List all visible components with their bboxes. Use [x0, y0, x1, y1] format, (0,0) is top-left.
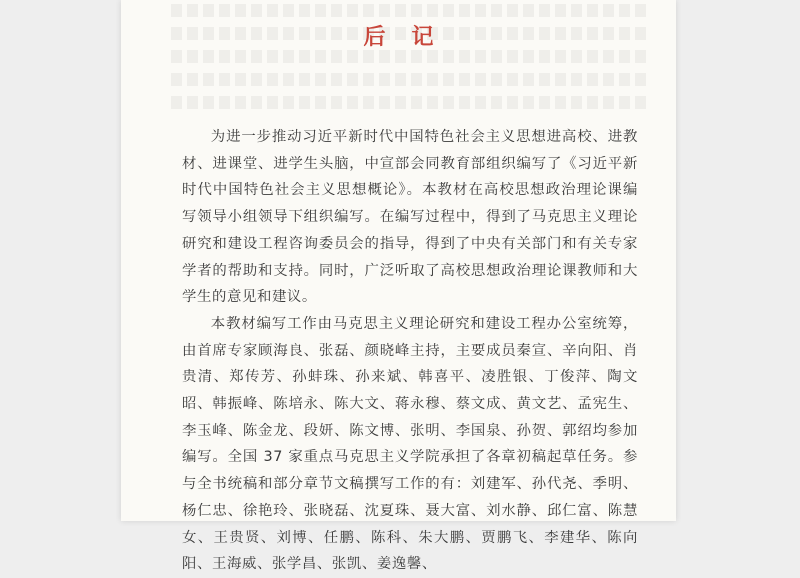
paragraph: 为进一步推动习近平新时代中国特色社会主义思想进高校、进教材、进课堂、进学生头脑，中宣部会同教育部组织编写了《习近平新时代中国特色社会主义思想概论》。本教材在高校思想政治理论课编写领导小组领导下组织编写。在编写过程中，得到了马克思主义理论研究和建设工程咨询委员会的指导，得到了中央有关部门和有关专家学者的帮助和支持。同时，广泛听取了高校思想政治理论课教师和大学生的意见和建议。 — [182, 129, 638, 306]
paragraph: 本教材编写工作由马克思主义理论研究和建设工程办公室统筹，由首席专家顾海良、张磊、颜晓峰主持，主要成员秦宣、辛向阳、肖贵清、郑传芳、孙蚌珠、孙来斌、韩喜平、凌胜银、丁俊萍、陶文昭、韩振峰、陈培永、陈大文、蒋永穆、蔡文成、黄文艺、孟宪生、李玉峰、陈金龙、段妍、陈文博、张明、李国泉、孙贺、郭绍均参加编写。全国 37 家重点马克思主义学院承担了各章初稿起草任务。参与全书统稿和部分章节文稿撰写工作的有：刘建军、孙代尧、季明、杨仁忠、徐艳玲、张晓磊、沈夏珠、聂大富、刘水静、邱仁富、陈慧女、王贵贤、刘博、任鹏、陈科、朱大鹏、贾鹏飞、李建华、陈向阳、王海威、张学昌、张凯、姜逸馨、 — [182, 315, 638, 573]
body-text — [182, 124, 638, 578]
book-page — [121, 0, 676, 573]
page-title: 后记 — [363, 24, 460, 50]
